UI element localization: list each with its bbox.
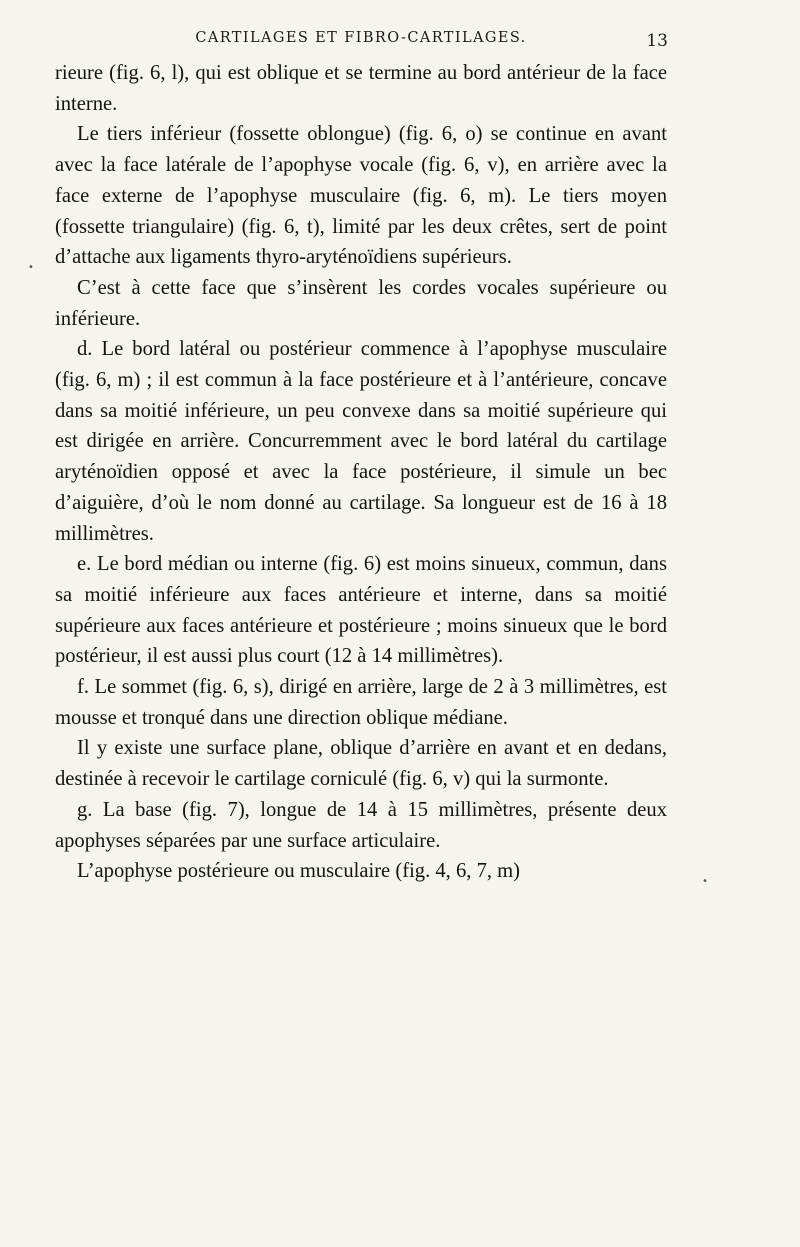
paragraph-sommet: f. Le sommet (fig. 6, s), dirigé en arrière, large de 2 à 3 millimètres, est mousse et tronqué dans une direction oblique médiane. (55, 676, 667, 729)
paragraph-bord-lateral: d. Le bord latéral ou postérieur commence à l’apophyse musculaire (fig. 6, m) ; il est commun à la face postérieure et à l’antérieure, concave dans sa moitié inférieure, un peu convexe dans sa moitié supérieure qui est dirigée en arrière. Concurremment avec le bord latéral du cartilage aryténoïdien opposé et avec la face postérieure, il simule un bec d’aiguière, d’où le nom donné au cartilage. Sa longueur est de 16 à 18 millimètres. (55, 338, 667, 545)
paragraph-tiers-inferieur: Le tiers inférieur (fossette oblongue) (fig. 6, o) se continue en avant avec la face latérale de l’apophyse vocale (fig. 6, v), en arrière avec la face externe de l’apophyse musculaire (fig. 6, m). Le tiers moyen (fossette triangulaire) (fig. 6, t), limité par les deux crêtes, sert de point d’attache aux ligaments thyro-aryténoïdiens supérieurs. (55, 123, 667, 269)
paragraph-bord-median: e. Le bord médian ou interne (fig. 6) est moins sinueux, commun, dans sa moitié inférieure aux faces antérieure et interne, dans sa moitié supérieure aux faces antérieure et postérieure ; moins sinueux que le bord postérieur, il est aussi plus court (12 à 14 millimètres). (55, 553, 667, 668)
body-text (55, 58, 667, 887)
paragraph-continuation: rieure (fig. 6, l), qui est oblique et se termine au bord antérieur de la face interne. (55, 62, 667, 115)
page-header (54, 28, 668, 54)
page-number: 13 (646, 31, 668, 51)
paragraph-apophyse-posterieure: L’apophyse postérieure ou musculaire (fig. 4, 6, 7, m) (77, 860, 521, 883)
paragraph-cordes-vocales: C’est à cette face que s’insèrent les cordes vocales supérieure ou inférieure. (55, 276, 667, 330)
margin-dot: • (702, 876, 708, 887)
running-title: CARTILAGES ET FIBRO-CARTILAGES. (195, 30, 527, 46)
paragraph-surface-plane: Il y existe une surface plane, oblique d’arrière en avant et en dedans, destinée à recevoir le cartilage corniculé (fig. 6, v) qui la surmonte. (55, 737, 667, 791)
paragraph-base: g. La base (fig. 7), longue de 14 à 15 millimètres, présente deux apophyses séparées par une surface articulaire. (55, 798, 667, 852)
margin-dot: • (28, 262, 34, 273)
